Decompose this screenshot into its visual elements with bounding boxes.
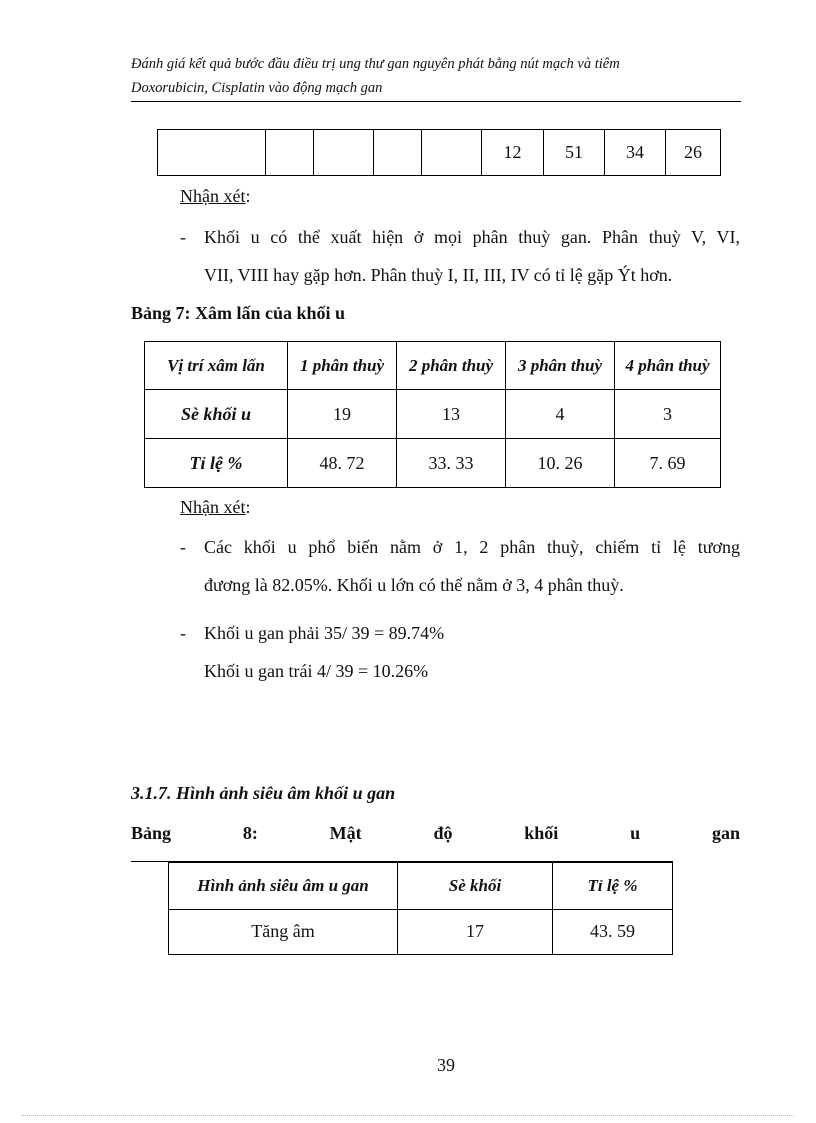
- remark-1-line-1: Khối u có thể xuất hiện ở mọi phân thuỳ gan. Phân thuỳ V, VI,: [204, 227, 740, 247]
- row-label: Sè khối u: [145, 390, 288, 439]
- table-header-cell: 4 phân thuỳ: [615, 342, 721, 390]
- remark-2-line-2: đương là 82.05%. Khối u lớn có thể nằm ở 3, 4 phân thuỳ.: [204, 575, 624, 595]
- table-cell: [422, 130, 482, 176]
- table-row: [145, 390, 721, 439]
- table-cell: [314, 130, 374, 176]
- table-header-cell: Sè khối: [398, 863, 553, 910]
- caption-word: u: [630, 823, 641, 843]
- table-header-cell: Tỉ lệ %: [553, 863, 673, 910]
- table-cell: [266, 130, 314, 176]
- page-bottom-dotted-line: [22, 1115, 794, 1116]
- caption-word: Mật: [329, 823, 362, 843]
- remark-title-text: Nhận xét: [180, 497, 246, 517]
- table-cell: 3: [615, 390, 721, 439]
- table-cell: 51: [544, 130, 605, 176]
- table-cell: 13: [397, 390, 506, 439]
- table-8-caption: [131, 821, 740, 845]
- bullet-dash: -: [180, 623, 186, 643]
- table-header-cell: 2 phân thuỳ: [397, 342, 506, 390]
- remark-2-line-1: Các khối u phổ biến nằm ở 1, 2 phân thuỳ, chiếm tỉ lệ tương: [204, 537, 740, 557]
- remark-2-line-4: Khối u gan trái 4/ 39 = 10.26%: [204, 661, 429, 681]
- table-header-cell: 1 phân thuỳ: [288, 342, 397, 390]
- table-cell: 4: [506, 390, 615, 439]
- table-row: [158, 130, 721, 176]
- caption-word: gan: [711, 823, 740, 843]
- remark-title-colon: :: [245, 186, 251, 206]
- table-cell: [158, 130, 266, 176]
- table-header-row: [169, 863, 673, 910]
- table-8: [168, 862, 673, 955]
- table-header-cell: Vị trí xâm lấn: [145, 342, 288, 390]
- remark-title-colon: :: [245, 497, 251, 517]
- table-cell: 17: [398, 909, 553, 955]
- page-number: 39: [437, 1055, 455, 1075]
- table-cell: 10. 26: [506, 439, 615, 488]
- table-7-caption: Bảng 7: Xâm lấn của khối u: [131, 303, 346, 323]
- remark-1-title: [180, 184, 251, 208]
- table-cell: 48. 72: [288, 439, 397, 488]
- header-line-2: Doxorubicin, Cisplatin vào động mạch gan: [131, 80, 383, 96]
- section-heading: 3.1.7. Hình ảnh siêu âm khối u gan: [131, 783, 396, 803]
- table-cell: 12: [482, 130, 544, 176]
- header-rule: [131, 101, 741, 102]
- caption-word: khối: [524, 823, 559, 843]
- remark-2-line-3: Khối u gan phải 35/ 39 = 89.74%: [204, 623, 445, 643]
- table-cell: [374, 130, 422, 176]
- table-6-tail: [157, 129, 721, 176]
- table-header-cell: Hình ảnh siêu âm u gan: [169, 863, 398, 910]
- table-cell: Tăng âm: [169, 909, 398, 955]
- table-cell: 43. 59: [553, 909, 673, 955]
- caption-word: 8:: [242, 823, 258, 843]
- running-header: [131, 52, 741, 100]
- remark-1-line-2: VII, VIII hay gặp hơn. Phân thuỳ I, II, III, IV có tỉ lệ gặp Ýt hơn.: [204, 265, 673, 285]
- table-7: [144, 341, 721, 488]
- remark-2-title: [180, 495, 251, 519]
- caption-word: Bảng: [131, 823, 172, 843]
- table-cell: 7. 69: [615, 439, 721, 488]
- table-header-row: [145, 342, 721, 390]
- caption-word: độ: [433, 823, 453, 843]
- table-row: [145, 439, 721, 488]
- bullet-dash: -: [180, 227, 186, 247]
- table-row: [169, 909, 673, 955]
- table-cell: 19: [288, 390, 397, 439]
- remark-title-text: Nhận xét: [180, 186, 246, 206]
- table-cell: 26: [666, 130, 721, 176]
- table-cell: 34: [605, 130, 666, 176]
- row-label: Tỉ lệ %: [145, 439, 288, 488]
- table-header-cell: 3 phân thuỳ: [506, 342, 615, 390]
- table-cell: 33. 33: [397, 439, 506, 488]
- bullet-dash: -: [180, 537, 186, 557]
- header-line-1: Đánh giá kết quả bước đầu điều trị ung thư gan nguyên phát bằng nút mạch và tiêm: [131, 56, 620, 72]
